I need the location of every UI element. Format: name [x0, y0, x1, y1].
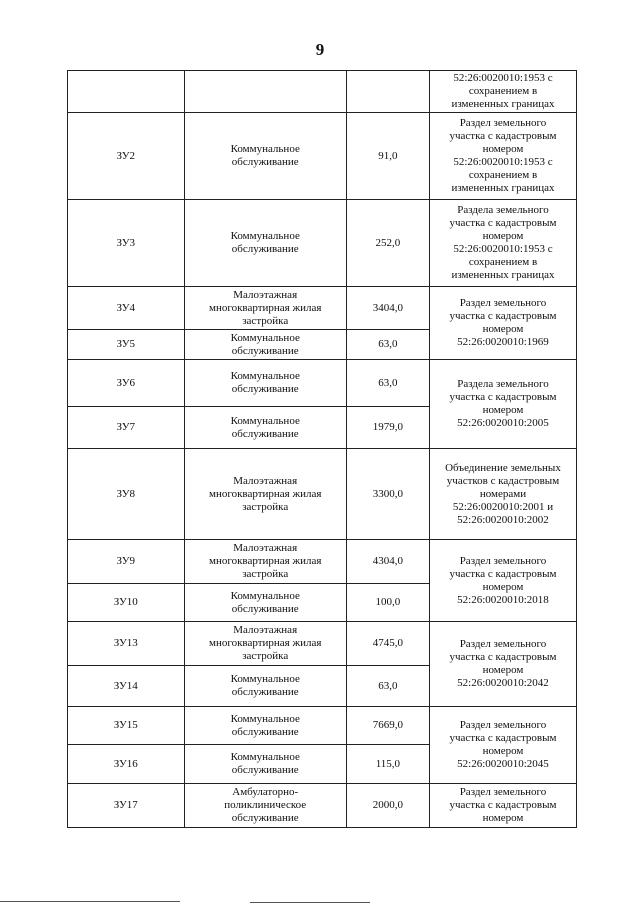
formation-method-cell — [429, 360, 576, 449]
permitted-use-text: Малоэтажная многоквартирная жилая застройка — [209, 288, 322, 327]
formation-method-text: Раздела земельного участка с кадастровым номером 52:26:0020010:1953 с сохранением в измененных границах — [449, 204, 557, 281]
permitted-use-text: Коммунальное обслуживание — [230, 673, 300, 698]
permitted-use-cell — [184, 745, 346, 784]
permitted-use-text: Коммунальное обслуживание — [230, 143, 300, 168]
table-row — [68, 360, 577, 407]
plot-id-cell: ЗУ10 — [68, 584, 185, 622]
area-cell: 4745,0 — [346, 622, 429, 666]
formation-method-text: Раздел земельного участка с кадастровым номером 52:26:0020010:1953 с сохранением в измененных границах — [449, 117, 557, 194]
permitted-use-text: Малоэтажная многоквартирная жилая застройка — [209, 624, 322, 662]
permitted-use-cell — [184, 784, 346, 828]
formation-method-text: Раздела земельного участка с кадастровым номером 52:26:0020010:2005 — [449, 378, 557, 429]
area-cell: 91,0 — [346, 113, 429, 200]
area-cell — [346, 71, 429, 113]
table-row — [68, 287, 577, 330]
area-cell: 115,0 — [346, 745, 429, 784]
permitted-use-cell — [184, 360, 346, 407]
table-row — [68, 707, 577, 745]
formation-method-text: Раздел земельного участка с кадастровым номером 52:26:0020010:1969 — [449, 297, 557, 348]
area-cell: 1979,0 — [346, 407, 429, 449]
formation-method-text: Раздел земельного участка с кадастровым номером 52:26:0020010:2042 — [449, 638, 557, 689]
plot-id-cell: ЗУ17 — [68, 784, 185, 828]
table-row — [68, 449, 577, 540]
permitted-use-cell — [184, 287, 346, 330]
permitted-use-cell — [184, 71, 346, 113]
area-cell: 4304,0 — [346, 540, 429, 584]
permitted-use-text: Коммунальное обслуживание — [230, 230, 300, 255]
area-cell: 3404,0 — [346, 287, 429, 330]
plot-id-cell: ЗУ4 — [68, 287, 185, 330]
formation-method-cell — [429, 784, 576, 828]
formation-method-text: Раздел земельного участка с кадастровым номером — [449, 786, 557, 824]
permitted-use-cell — [184, 540, 346, 584]
permitted-use-cell — [184, 622, 346, 666]
permitted-use-cell — [184, 707, 346, 745]
table-row — [68, 784, 577, 828]
formation-method-cell — [429, 622, 576, 707]
permitted-use-text: Коммунальное обслуживание — [230, 589, 300, 615]
land-plots-table — [67, 70, 577, 828]
permitted-use-text: Амбулаторно- поликлиническое обслуживание — [224, 786, 307, 824]
formation-method-cell — [429, 540, 576, 622]
permitted-use-text: Коммунальное обслуживание — [230, 331, 300, 357]
permitted-use-cell — [184, 200, 346, 287]
plot-id-cell: ЗУ9 — [68, 540, 185, 584]
scan-artifact-line — [0, 901, 180, 902]
plot-id-cell: ЗУ3 — [68, 200, 185, 287]
permitted-use-text: Коммунальное обслуживание — [230, 712, 300, 738]
area-cell: 2000,0 — [346, 784, 429, 828]
table-row — [68, 113, 577, 200]
plot-id-cell: ЗУ8 — [68, 449, 185, 540]
plot-id-cell: ЗУ15 — [68, 707, 185, 745]
area-cell: 100,0 — [346, 584, 429, 622]
permitted-use-text: Малоэтажная многоквартирная жилая застройка — [209, 474, 322, 513]
formation-method-text: Раздел земельного участка с кадастровым номером 52:26:0020010:2018 — [449, 554, 557, 606]
permitted-use-cell — [184, 666, 346, 707]
permitted-use-text: Коммунальное обслуживание — [230, 751, 300, 776]
area-cell: 3300,0 — [346, 449, 429, 540]
permitted-use-text: Коммунальное обслуживание — [230, 414, 300, 440]
plot-id-cell: ЗУ5 — [68, 330, 185, 360]
permitted-use-cell — [184, 449, 346, 540]
plot-id-cell: ЗУ16 — [68, 745, 185, 784]
plot-id-cell: ЗУ6 — [68, 360, 185, 407]
area-cell: 63,0 — [346, 666, 429, 707]
permitted-use-text: Коммунальное обслуживание — [230, 370, 300, 395]
permitted-use-text: Малоэтажная многоквартирная жилая застройка — [209, 542, 322, 580]
table-row — [68, 71, 577, 113]
permitted-use-cell — [184, 113, 346, 200]
area-cell: 7669,0 — [346, 707, 429, 745]
formation-method-text: Раздел земельного участка с кадастровым номером 52:26:0020010:2045 — [449, 719, 557, 770]
formation-method-cell — [429, 707, 576, 784]
formation-method-text: Объединение земельных участков с кадастровым номерами 52:26:0020010:2001 и 52:26:0020010:2002 — [445, 461, 561, 526]
permitted-use-cell — [184, 330, 346, 360]
formation-method-cell — [429, 449, 576, 540]
area-cell: 63,0 — [346, 360, 429, 407]
page-number: 9 — [315, 40, 325, 59]
formation-method-cell — [429, 71, 576, 113]
permitted-use-cell — [184, 584, 346, 622]
plot-id-cell: ЗУ7 — [68, 407, 185, 449]
scan-artifact-line — [250, 902, 370, 903]
formation-method-cell — [429, 113, 576, 200]
plot-id-cell — [68, 71, 185, 113]
table-row — [68, 622, 577, 666]
table-row — [68, 540, 577, 584]
plot-id-cell: ЗУ14 — [68, 666, 185, 707]
plot-id-cell: ЗУ2 — [68, 113, 185, 200]
permitted-use-cell — [184, 407, 346, 449]
area-cell: 252,0 — [346, 200, 429, 287]
formation-method-cell — [429, 200, 576, 287]
plot-id-cell: ЗУ13 — [68, 622, 185, 666]
formation-method-text: 52:26:0020010:1953 с сохранением в измененных границах — [451, 72, 555, 110]
area-cell: 63,0 — [346, 330, 429, 360]
formation-method-cell — [429, 287, 576, 360]
table-row — [68, 200, 577, 287]
